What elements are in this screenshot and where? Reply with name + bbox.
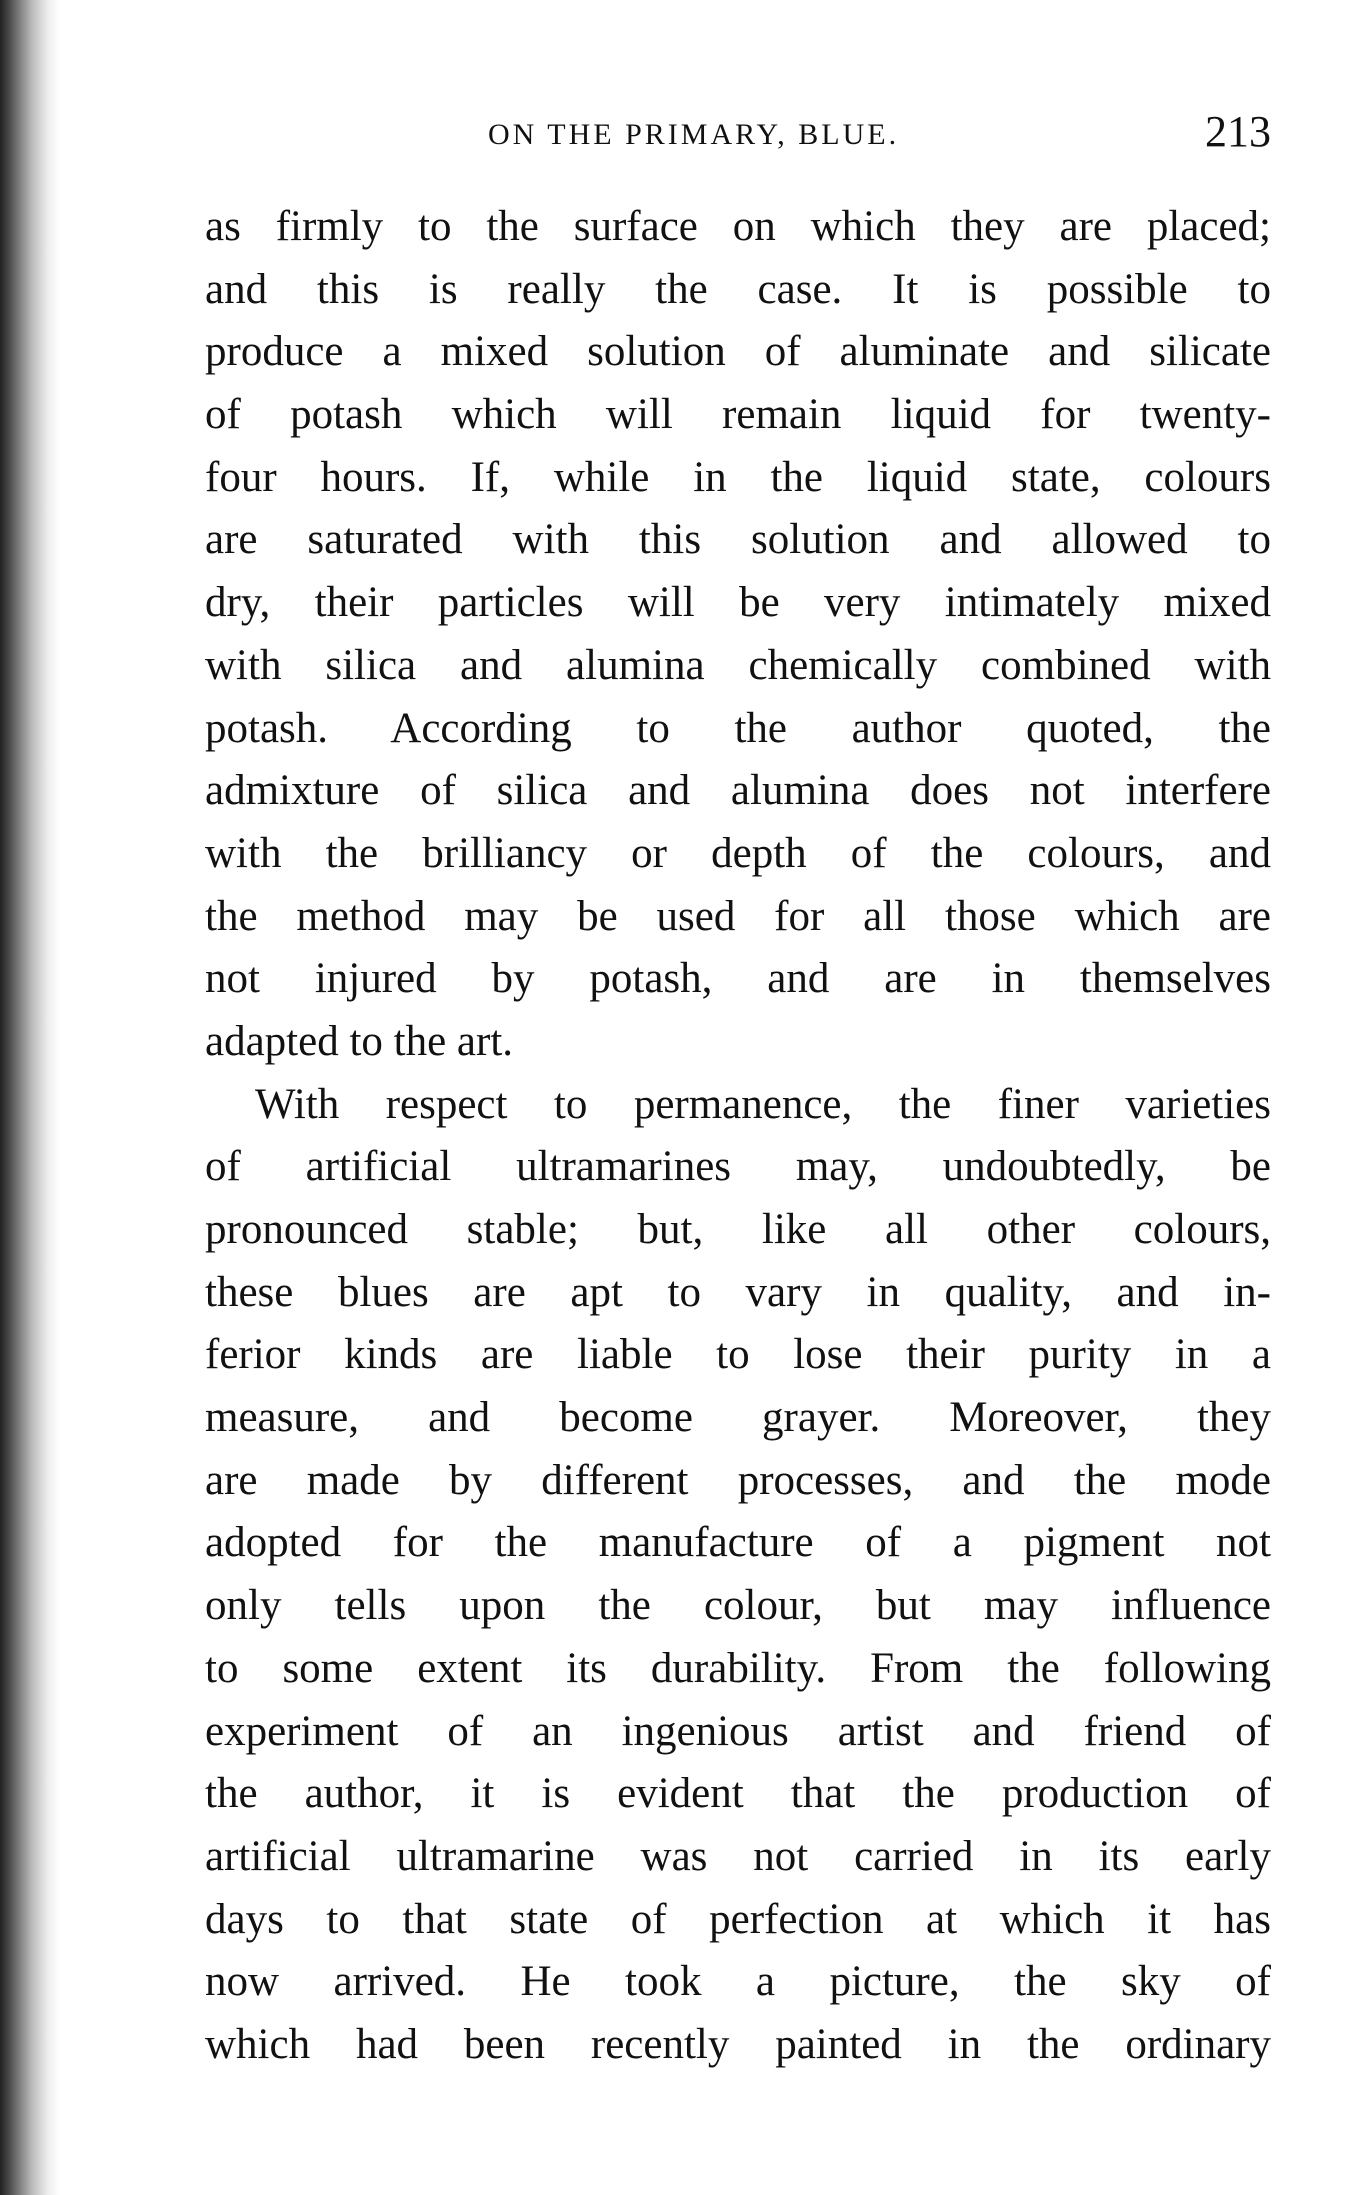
text-line: dry, their particles will be very intimately mixed	[205, 579, 1271, 627]
text-line: which had been recently painted in the ordinary	[205, 2020, 1271, 2068]
body-text	[205, 196, 1271, 2077]
text-line: the method may be used for all those which are	[205, 892, 1271, 940]
text-line: four hours. If, while in the liquid state, colours	[205, 453, 1271, 501]
scan-binding-shadow	[0, 0, 60, 2195]
text-line: ferior kinds are liable to lose their purity in a	[205, 1331, 1271, 1379]
text-line: experiment of an ingenious artist and friend of	[205, 1707, 1271, 1755]
text-line: are saturated with this solution and allowed to	[205, 516, 1271, 564]
text-line: of artificial ultramarines may, undoubtedly, be	[205, 1143, 1271, 1191]
text-line: only tells upon the colour, but may influence	[205, 1582, 1271, 1630]
text-line: and this is really the case. It is possible to	[205, 265, 1271, 313]
text-line: produce a mixed solution of aluminate and silicate	[205, 328, 1271, 376]
text-line: measure, and become grayer. Moreover, they	[205, 1394, 1271, 1442]
text-line: adopted for the manufacture of a pigment not	[205, 1519, 1271, 1567]
page-number: 213	[1205, 107, 1271, 156]
text-line: to some extent its durability. From the following	[205, 1644, 1271, 1692]
text-line: the author, it is evident that the production of	[205, 1770, 1271, 1818]
text-line: with silica and alumina chemically combined with	[205, 641, 1271, 689]
text-line: these blues are apt to vary in quality, and in-	[205, 1268, 1271, 1316]
text-line: admixture of silica and alumina does not interfere	[205, 767, 1271, 815]
page-header	[205, 107, 1271, 162]
running-head: ON THE PRIMARY, BLUE.	[488, 118, 900, 151]
text-line: are made by different processes, and the mode	[205, 1456, 1271, 1504]
text-line: with the brilliancy or depth of the colours, and	[205, 829, 1271, 877]
text-line: adapted to the art.	[205, 1017, 514, 1065]
text-line: of potash which will remain liquid for twenty-	[205, 391, 1271, 439]
text-line: potash. According to the author quoted, the	[205, 704, 1271, 752]
text-line: With respect to permanence, the finer varieties	[255, 1080, 1271, 1128]
text-line: pronounced stable; but, like all other colours,	[205, 1206, 1271, 1253]
text-line: artificial ultramarine was not carried in its early	[205, 1832, 1271, 1880]
text-line: days to that state of perfection at which it has	[205, 1895, 1271, 1943]
text-line: as firmly to the surface on which they are placed;	[205, 203, 1271, 250]
text-line: now arrived. He took a picture, the sky of	[205, 1958, 1271, 2006]
text-line: not injured by potash, and are in themselves	[205, 955, 1271, 1003]
